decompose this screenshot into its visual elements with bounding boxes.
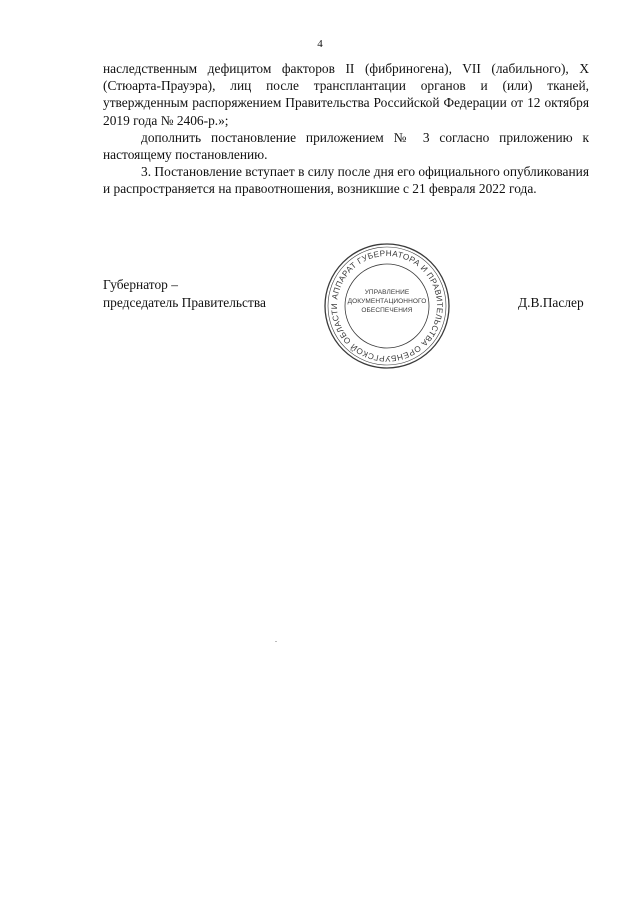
paragraph-entry-into-force: 3. Постановление вступает в силу после дня его официального опубликования и распространяется на правоотношения, возникшие с 21 февраля 2022 года.: [103, 164, 589, 197]
seal-outer-text: АППАРАТ ГУБЕРНАТОРА И ПРАВИТЕЛЬСТВА ОРЕНБУРГСКОЙ ОБЛАСТИ: [329, 248, 445, 364]
seal-inner-text: [323, 288, 451, 315]
seal-inner-line3: ОБЕСПЕЧЕНИЯ: [361, 307, 413, 314]
page-number: 4: [317, 38, 323, 50]
document-body: [103, 60, 589, 198]
seal-inner-line1: УПРАВЛЕНИЕ: [364, 289, 410, 296]
signatory-title-line2: председатель Правительства: [103, 295, 266, 310]
official-seal: [323, 242, 451, 370]
signatory-title-line1: Губернатор –: [103, 277, 178, 292]
signatory-name: Д.В.Паслер: [518, 295, 584, 310]
paragraph-continuation: наследственным дефицитом факторов II (фибриногена), VII (лабильного), X (Стюарта-Прауэра), лиц после трансплантации органов и (или) тканей, утвержденным распоряжением Правительства Российской Федерации от 12 октября 2019 года № 2406-р.»;: [103, 61, 589, 128]
signatory-title: [103, 276, 266, 312]
scan-speck: [275, 641, 277, 642]
paragraph-add-appendix: дополнить постановление приложением № 3 согласно приложению к настоящему постановлению.: [103, 129, 589, 163]
seal-inner-line2: ДОКУМЕНТАЦИОННОГО: [347, 298, 427, 305]
